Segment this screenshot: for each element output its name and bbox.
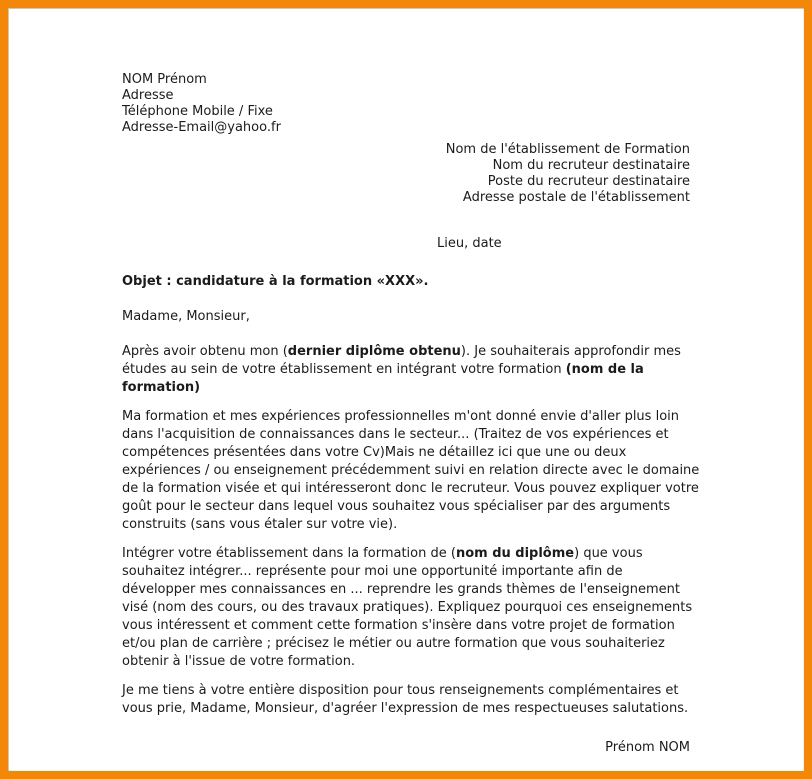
place-and-date: Lieu, date: [437, 236, 502, 251]
bold-text-run: dernier diplôme obtenu: [287, 344, 461, 359]
address-line: Adresse: [122, 88, 174, 103]
letter-paragraph: [122, 343, 700, 397]
letter-paragraph: [122, 545, 700, 671]
text-run: Après avoir obtenu mon (: [122, 344, 288, 359]
letter-paragraph: [122, 682, 700, 718]
bold-text-run: (nom de la formation): [122, 362, 644, 395]
address-line: Nom du recruteur destinataire: [492, 158, 690, 173]
address-line: NOM Prénom: [122, 72, 207, 87]
text-run: Intégrer votre établissement dans la formation de (: [122, 546, 456, 561]
address-line: Téléphone Mobile / Fixe: [122, 104, 273, 119]
text-run: ). Je souhaiterais approfondir mes études au sein de votre établissement en intégrant votre formation: [122, 344, 681, 377]
letter-body: [122, 343, 700, 718]
address-line: Nom de l'établissement de Formation: [445, 142, 690, 157]
address-line: Poste du recruteur destinataire: [487, 174, 690, 189]
address-line: Adresse postale de l'établissement: [462, 190, 690, 205]
text-run: ) que vous souhaitez intégrer... représente pour moi une opportunité importante afin de développer mes connaissances en ... reprendre les grands thèmes de l'enseignement visé (nom des cours, ou des travaux pratiques). Expliquez pourquoi ces enseignements vous intéressent et comment cette formation s'insère dans votre projet de formation et/ou plan de carrière ; précisez le métier ou autre formation que vous souhaiteriez obtenir à l'issue de votre formation.: [122, 546, 693, 669]
text-run: Ma formation et mes expériences professionnelles m'ont donné envie d'aller plus loin dans l'acquisition de connaissances dans le secteur... (Traitez de vos expériences et compétences présentées dans votre Cv)Mais ne détaillez ici que une ou deux expériences / ou enseignement précédemment suivi en relation directe avec le domaine de la formation visée et qui intéresseront donc le recruteur. Vous pouvez expliquer votre goût pour le secteur dans lequel vous souhaitez vous spécialiser par des arguments construits (sans vous étaler sur votre vie).: [122, 409, 700, 532]
salutation: Madame, Monsieur,: [122, 309, 250, 324]
recipient-address-block: [446, 142, 690, 206]
signature-name: Prénom NOM: [605, 740, 690, 755]
bold-text-run: nom du diplôme: [455, 546, 575, 561]
letter-paragraph: [122, 408, 700, 534]
address-line: Adresse-Email@yahoo.fr: [122, 120, 281, 135]
sender-address-block: [122, 72, 281, 136]
subject-line: Objet : candidature à la formation «XXX».: [122, 274, 429, 289]
text-run: Je me tiens à votre entière disposition pour tous renseignements complémentaires et vous prie, Madame, Monsieur, d'agréer l'expression de mes respectueuses salutations.: [122, 683, 689, 716]
